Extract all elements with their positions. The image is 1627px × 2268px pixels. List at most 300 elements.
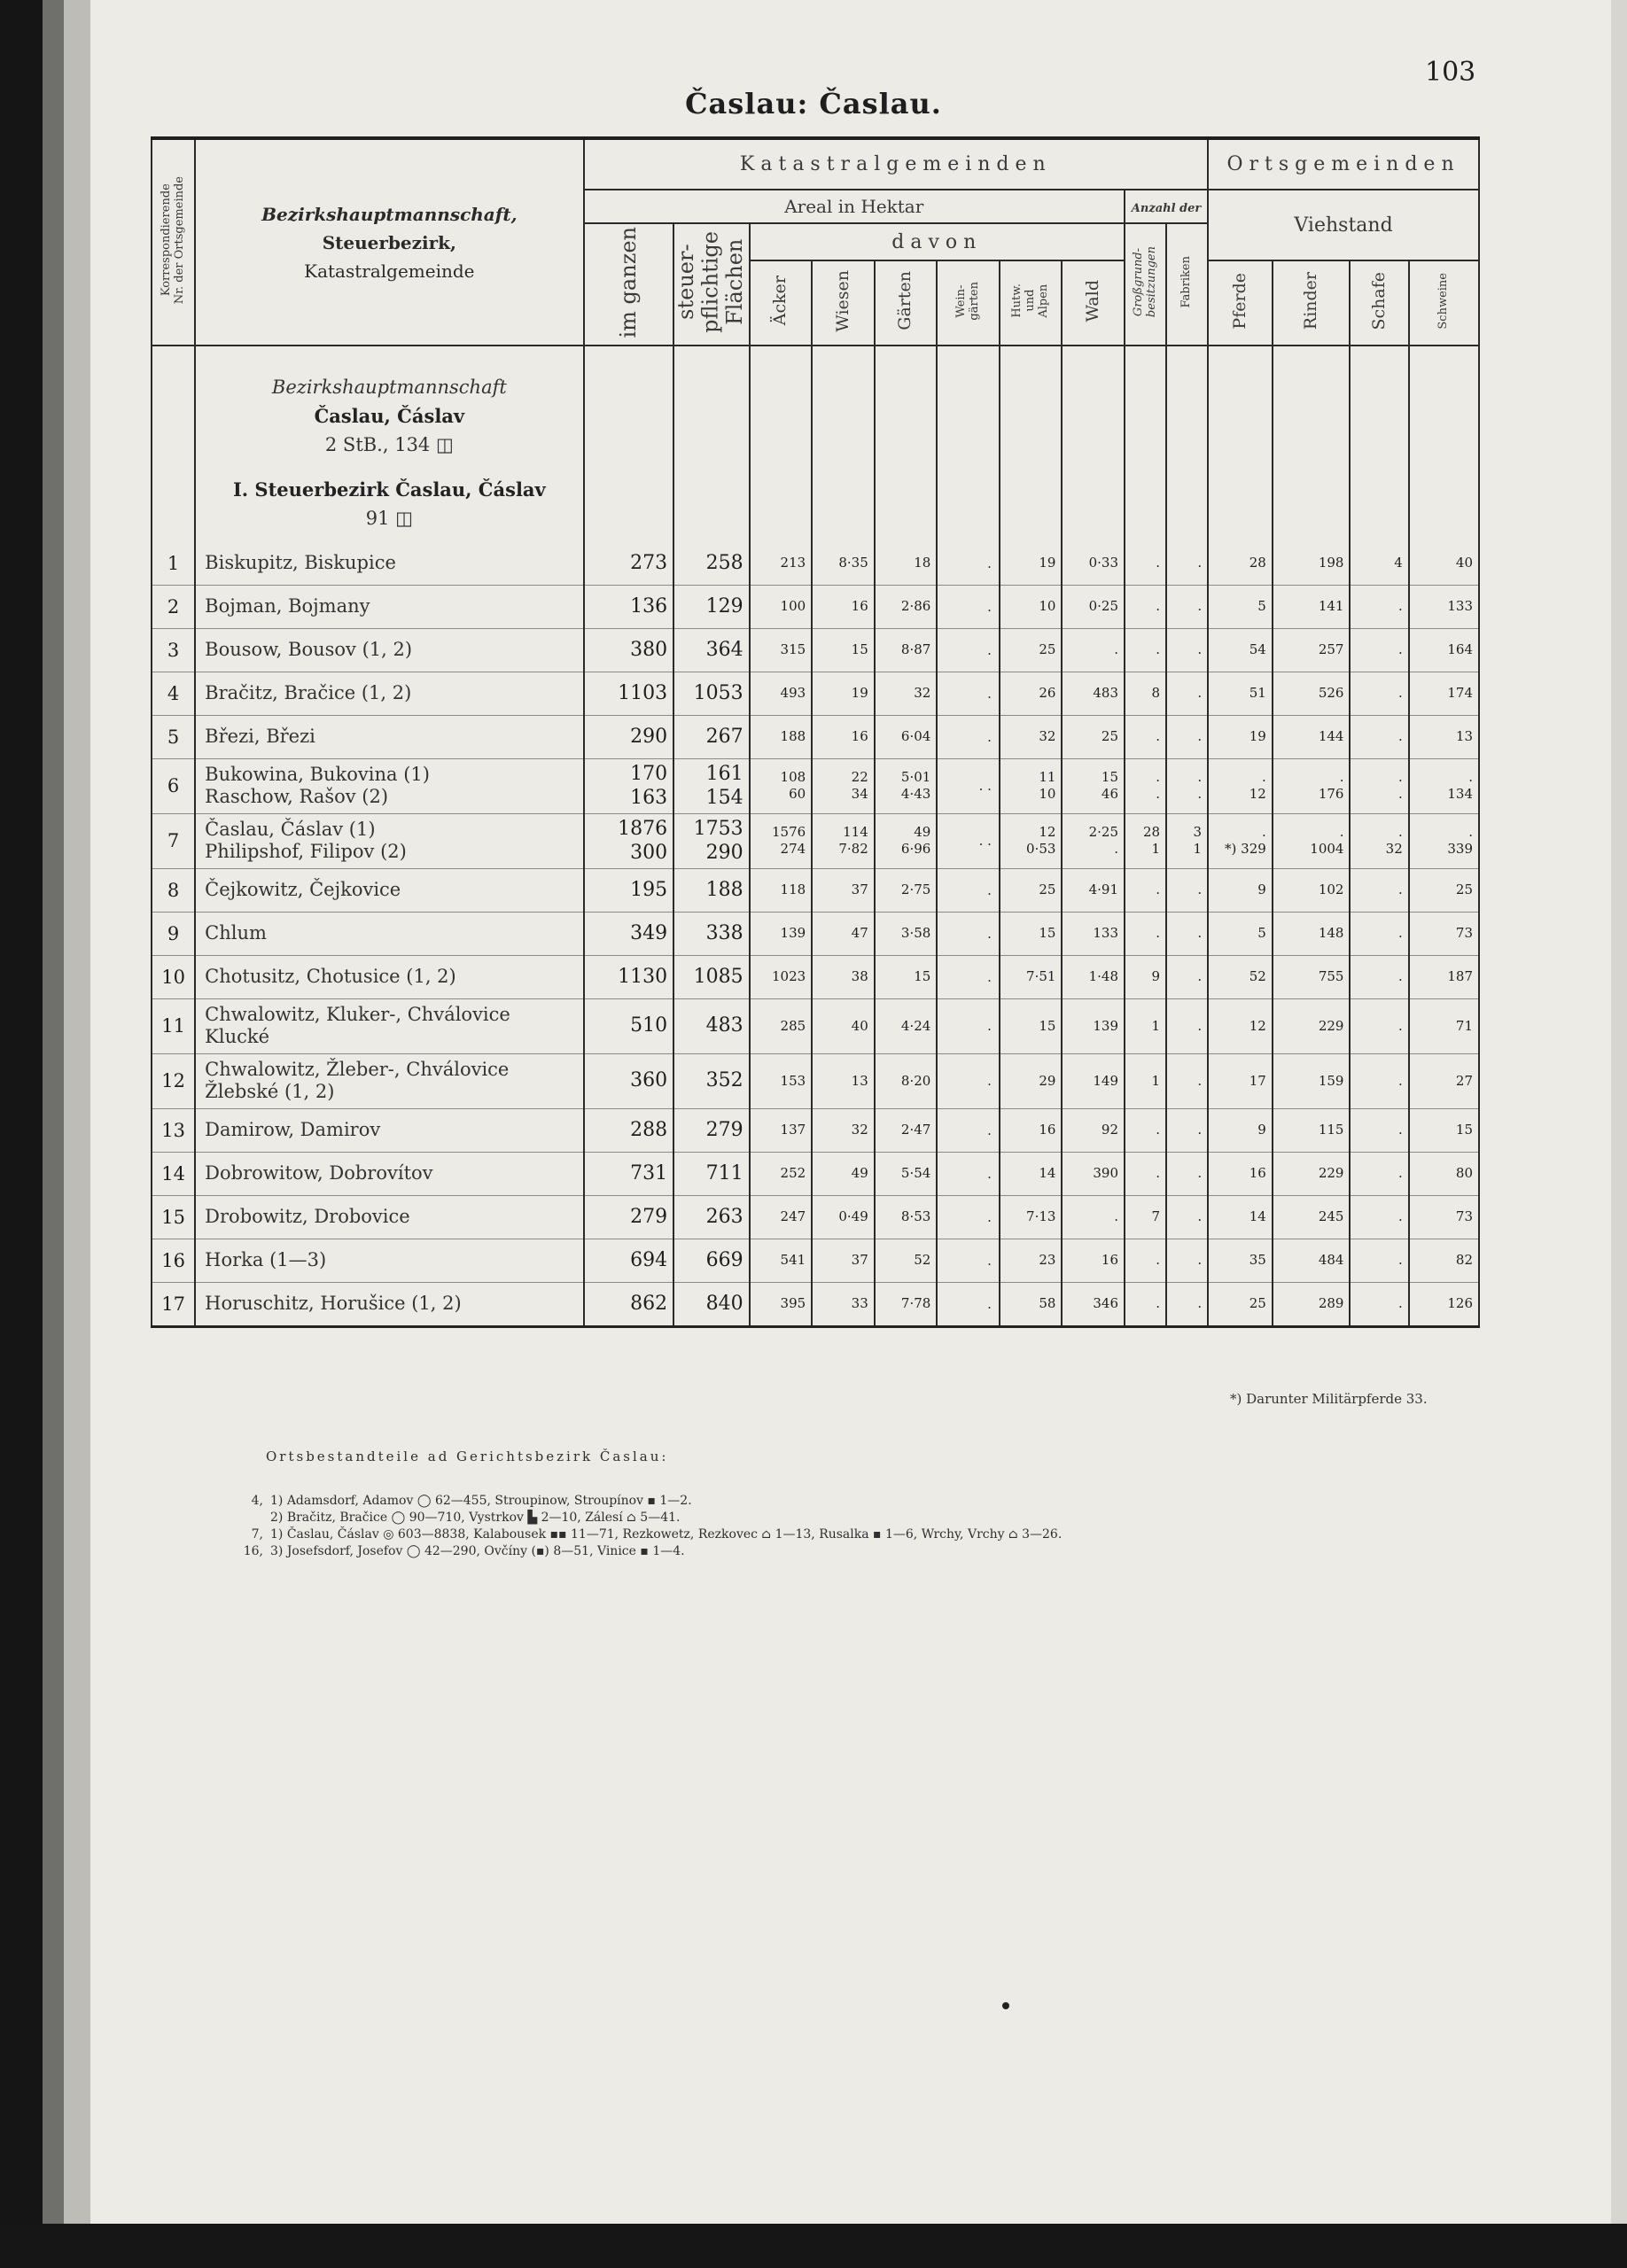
- header-schweine: Schweine: [1409, 260, 1479, 346]
- cell-steuer: 129: [673, 585, 750, 628]
- header-fabriken: Fabriken: [1166, 223, 1208, 346]
- cell-ganz: 510: [584, 998, 674, 1053]
- cell-steuer: 188: [673, 868, 750, 912]
- note-line: [251, 1493, 1506, 1510]
- cell-hutw: 15: [1000, 998, 1063, 1053]
- cell-steuer: 258: [673, 542, 750, 586]
- cell-pferde: 12: [1208, 998, 1273, 1053]
- row-name: Bousow, Bousov (1, 2): [195, 628, 583, 672]
- cell-gross: . .: [1125, 758, 1166, 813]
- cell-steuer: 338: [673, 912, 750, 955]
- header-name: [195, 138, 583, 346]
- cell-pferde: 52: [1208, 955, 1273, 998]
- cell-gross: 7: [1125, 1195, 1166, 1239]
- intro-line1: Bezirkshauptmannschaft: [271, 377, 507, 398]
- cell-wald: 16: [1062, 1239, 1125, 1282]
- scan-edge-right: [1611, 0, 1627, 2268]
- cell-rinder: 144: [1273, 715, 1351, 758]
- intro-line4: I. Steuerbezirk Časlau, Čáslav: [232, 478, 546, 501]
- cell-schafe: .: [1350, 672, 1408, 715]
- cell-schafe: .: [1350, 1239, 1408, 1282]
- cell-wald: 4·91: [1062, 868, 1125, 912]
- cell-fabr: .: [1166, 912, 1208, 955]
- cell-gaerten: 32: [875, 672, 938, 715]
- cell-wiesen: 40: [812, 998, 875, 1053]
- cell-schafe: .: [1350, 912, 1408, 955]
- cell-ganz: 1130: [584, 955, 674, 998]
- row-number: 4: [152, 672, 195, 715]
- cell-wein: .: [937, 585, 1000, 628]
- row-name: Chlum: [195, 912, 583, 955]
- cell-gross: 1: [1125, 1053, 1166, 1108]
- cell-gross: .: [1125, 1152, 1166, 1195]
- header-anzahl: Anzahl der: [1125, 190, 1208, 223]
- cell-aecker: 1023: [750, 955, 813, 998]
- cell-ganz: 195: [584, 868, 674, 912]
- cell-aecker: 285: [750, 998, 813, 1053]
- table-row: [152, 715, 1479, 758]
- ink-speck: [1002, 2002, 1009, 2009]
- cell-wald: 139: [1062, 998, 1125, 1053]
- cell-rinder: 484: [1273, 1239, 1351, 1282]
- cell-ganz: 290: [584, 715, 674, 758]
- cell-wiesen: 13: [812, 1053, 875, 1108]
- header-katastralgemeinden: Katastralgemeinden: [584, 138, 1209, 190]
- cell-schweine: 174: [1409, 672, 1479, 715]
- row-name: Biskupitz, Biskupice: [195, 542, 583, 586]
- table-row: [152, 912, 1479, 955]
- cell-wein: .: [937, 1053, 1000, 1108]
- cell-aecker: 395: [750, 1282, 813, 1326]
- row-number: 3: [152, 628, 195, 672]
- header-name-line1: Bezirkshauptmannschaft,: [261, 203, 518, 225]
- cell-wein: .: [937, 1152, 1000, 1195]
- cell-gaerten: 4·24: [875, 998, 938, 1053]
- cell-wald: 1·48: [1062, 955, 1125, 998]
- cell-schafe: .: [1350, 628, 1408, 672]
- cell-gaerten: 2·47: [875, 1108, 938, 1152]
- cell-gross: .: [1125, 912, 1166, 955]
- cell-wein: .: [937, 1108, 1000, 1152]
- cell-gross: .: [1125, 585, 1166, 628]
- row-number: 2: [152, 585, 195, 628]
- row-number: 16: [152, 1239, 195, 1282]
- cell-aecker: 247: [750, 1195, 813, 1239]
- cell-wein: .: [937, 1282, 1000, 1326]
- cell-schafe: .: [1350, 955, 1408, 998]
- cell-ganz: 694: [584, 1239, 674, 1282]
- cell-wein: . .: [937, 813, 1000, 868]
- cell-rinder: 148: [1273, 912, 1351, 955]
- header-steuerpflichtig: steuer- pflichtige Flächen: [673, 223, 750, 346]
- cell-aecker: 137: [750, 1108, 813, 1152]
- header-areal: Areal in Hektar: [584, 190, 1125, 223]
- table-row: [152, 1053, 1479, 1108]
- cell-schafe: .: [1350, 1282, 1408, 1326]
- cell-hutw: 25: [1000, 868, 1063, 912]
- cell-aecker: 153: [750, 1053, 813, 1108]
- row-number: 7: [152, 813, 195, 868]
- cell-rinder: 257: [1273, 628, 1351, 672]
- cell-rinder: . 1004: [1273, 813, 1351, 868]
- cell-pferde: 54: [1208, 628, 1273, 672]
- cell-steuer: 1085: [673, 955, 750, 998]
- row-number: 8: [152, 868, 195, 912]
- cell-hutw: 23: [1000, 1239, 1063, 1282]
- cell-hutw: 19: [1000, 542, 1063, 586]
- cell-wald: 133: [1062, 912, 1125, 955]
- cell-wiesen: 8·35: [812, 542, 875, 586]
- cell-aecker: 108 60: [750, 758, 813, 813]
- row-name: Horuschitz, Horušice (1, 2): [195, 1282, 583, 1326]
- cell-schafe: 4: [1350, 542, 1408, 586]
- row-number: 10: [152, 955, 195, 998]
- header-pferde: Pferde: [1208, 260, 1273, 346]
- cell-schweine: 71: [1409, 998, 1479, 1053]
- cell-wein: .: [937, 628, 1000, 672]
- cell-steuer: 711: [673, 1152, 750, 1195]
- table-row: [152, 868, 1479, 912]
- cell-fabr: .: [1166, 1108, 1208, 1152]
- cell-gross: .: [1125, 715, 1166, 758]
- intro-cell: [195, 346, 583, 542]
- cell-gaerten: 2·75: [875, 868, 938, 912]
- header-davon: davon: [750, 223, 1125, 260]
- row-name: Horka (1—3): [195, 1239, 583, 1282]
- cell-fabr: .: [1166, 1195, 1208, 1239]
- cell-fabr: .: [1166, 628, 1208, 672]
- running-title: Časlau: Časlau.: [685, 87, 942, 120]
- cell-wald: .: [1062, 1195, 1125, 1239]
- cell-hutw: 10: [1000, 585, 1063, 628]
- row-name: Drobowitz, Drobovice: [195, 1195, 583, 1239]
- cell-pferde: 9: [1208, 868, 1273, 912]
- cell-schweine: 80: [1409, 1152, 1479, 1195]
- cell-schweine: 73: [1409, 912, 1479, 955]
- cell-hutw: 7·13: [1000, 1195, 1063, 1239]
- cell-hutw: 14: [1000, 1152, 1063, 1195]
- cell-gaerten: 6·04: [875, 715, 938, 758]
- cell-ganz: 349: [584, 912, 674, 955]
- cell-gaerten: 5·54: [875, 1152, 938, 1195]
- cell-gaerten: 8·53: [875, 1195, 938, 1239]
- cell-rinder: 755: [1273, 955, 1351, 998]
- cell-aecker: 139: [750, 912, 813, 955]
- cell-aecker: 100: [750, 585, 813, 628]
- table-row: [152, 1239, 1479, 1282]
- cell-fabr: .: [1166, 715, 1208, 758]
- intro-row: [152, 346, 1479, 542]
- row-number: 1: [152, 542, 195, 586]
- header-viehstand: Viehstand: [1208, 190, 1479, 260]
- cell-schweine: 164: [1409, 628, 1479, 672]
- cell-schafe: . .: [1350, 758, 1408, 813]
- row-name: Časlau, Čáslav (1) Philipshof, Filipov (2): [195, 813, 583, 868]
- cell-wiesen: 15: [812, 628, 875, 672]
- cell-schweine: . 339: [1409, 813, 1479, 868]
- cell-wald: 390: [1062, 1152, 1125, 1195]
- row-name: Bojman, Bojmany: [195, 585, 583, 628]
- header-schafe: Schafe: [1350, 260, 1408, 346]
- table-row: [152, 672, 1479, 715]
- cell-wald: 2·25 .: [1062, 813, 1125, 868]
- cell-aecker: 541: [750, 1239, 813, 1282]
- cell-rinder: 245: [1273, 1195, 1351, 1239]
- scan-shadow-left: [43, 0, 64, 2268]
- cell-schafe: .: [1350, 715, 1408, 758]
- table-row: [152, 758, 1479, 813]
- cell-steuer: 1753 290: [673, 813, 750, 868]
- cell-ganz: 279: [584, 1195, 674, 1239]
- cell-steuer: 267: [673, 715, 750, 758]
- cell-schafe: .: [1350, 585, 1408, 628]
- note-line: [251, 1526, 1506, 1543]
- cell-fabr: .: [1166, 585, 1208, 628]
- header-wald: Wald: [1062, 260, 1125, 346]
- cell-aecker: 188: [750, 715, 813, 758]
- cell-wein: .: [937, 542, 1000, 586]
- cell-wiesen: 49: [812, 1152, 875, 1195]
- cell-steuer: 364: [673, 628, 750, 672]
- cell-steuer: 840: [673, 1282, 750, 1326]
- cell-fabr: .: [1166, 1282, 1208, 1326]
- cell-schafe: .: [1350, 1108, 1408, 1152]
- cell-wald: 92: [1062, 1108, 1125, 1152]
- cell-gross: .: [1125, 1282, 1166, 1326]
- cell-wald: 149: [1062, 1053, 1125, 1108]
- cell-rinder: 526: [1273, 672, 1351, 715]
- cell-fabr: .: [1166, 1152, 1208, 1195]
- row-number: 5: [152, 715, 195, 758]
- cell-steuer: 279: [673, 1108, 750, 1152]
- cell-ganz: 360: [584, 1053, 674, 1108]
- cell-schweine: 73: [1409, 1195, 1479, 1239]
- cell-hutw: 11 10: [1000, 758, 1063, 813]
- row-number: 15: [152, 1195, 195, 1239]
- cell-steuer: 1053: [673, 672, 750, 715]
- table-row: [152, 813, 1479, 868]
- row-name: Bukowina, Bukovina (1) Raschow, Rašov (2): [195, 758, 583, 813]
- cell-wald: 25: [1062, 715, 1125, 758]
- header-aecker: Äcker: [750, 260, 813, 346]
- cell-fabr: .: [1166, 1239, 1208, 1282]
- note-line: [266, 1510, 1506, 1526]
- scan-edge-bottom: [0, 2224, 1627, 2268]
- cell-wiesen: 37: [812, 868, 875, 912]
- cell-schafe: .: [1350, 1195, 1408, 1239]
- cell-pferde: 28: [1208, 542, 1273, 586]
- cell-gaerten: 15: [875, 955, 938, 998]
- cell-wein: .: [937, 998, 1000, 1053]
- cell-ganz: 1876 300: [584, 813, 674, 868]
- row-number: 17: [152, 1282, 195, 1326]
- cell-gaerten: 3·58: [875, 912, 938, 955]
- cell-gross: .: [1125, 1108, 1166, 1152]
- cell-schweine: 13: [1409, 715, 1479, 758]
- cell-ganz: 288: [584, 1108, 674, 1152]
- cell-hutw: 7·51: [1000, 955, 1063, 998]
- cell-aecker: 493: [750, 672, 813, 715]
- cell-rinder: 159: [1273, 1053, 1351, 1108]
- cell-wein: .: [937, 1239, 1000, 1282]
- table-row: [152, 585, 1479, 628]
- header-nr: Korrespondierende Nr. der Ortsgemeinde: [152, 138, 195, 346]
- cell-wiesen: 32: [812, 1108, 875, 1152]
- header-hutweiden: Hutw. und Alpen: [1000, 260, 1063, 346]
- cell-schweine: 27: [1409, 1053, 1479, 1108]
- cell-pferde: 35: [1208, 1239, 1273, 1282]
- cell-ganz: 862: [584, 1282, 674, 1326]
- cell-fabr: .: [1166, 1053, 1208, 1108]
- row-number: 12: [152, 1053, 195, 1108]
- cell-rinder: 229: [1273, 1152, 1351, 1195]
- cell-wiesen: 16: [812, 585, 875, 628]
- cell-gross: .: [1125, 542, 1166, 586]
- cell-schweine: 25: [1409, 868, 1479, 912]
- row-name: Dobrowitow, Dobrovítov: [195, 1152, 583, 1195]
- intro-line5: 91 ◫: [365, 508, 413, 530]
- row-number: 14: [152, 1152, 195, 1195]
- header-gaerten: Gärten: [875, 260, 938, 346]
- cell-hutw: 15: [1000, 912, 1063, 955]
- table-row: [152, 1152, 1479, 1195]
- notes-heading: Ortsbestandteile ad Gerichtsbezirk Časlau:: [266, 1449, 669, 1464]
- cell-wein: .: [937, 955, 1000, 998]
- cell-pferde: 5: [1208, 912, 1273, 955]
- cell-gaerten: 2·86: [875, 585, 938, 628]
- table-header: [152, 138, 1479, 346]
- cell-hutw: 29: [1000, 1053, 1063, 1108]
- note-text: 2) Bračitz, Bračice ◯ 90—710, Vystrkov ▙ 2—10, Zálesí ⌂ 5—41.: [270, 1511, 681, 1525]
- cell-hutw: 32: [1000, 715, 1063, 758]
- cell-schweine: 133: [1409, 585, 1479, 628]
- cell-fabr: 3 1: [1166, 813, 1208, 868]
- cell-hutw: 16: [1000, 1108, 1063, 1152]
- cell-wein: .: [937, 912, 1000, 955]
- cell-wald: 15 46: [1062, 758, 1125, 813]
- intro-line3: 2 StB., 134 ◫: [324, 434, 454, 456]
- cell-steuer: 161 154: [673, 758, 750, 813]
- header-name-line2: Steuerbezirk,: [322, 231, 456, 253]
- cell-rinder: 289: [1273, 1282, 1351, 1326]
- note-refs: 4,: [251, 1494, 263, 1508]
- cell-pferde: 17: [1208, 1053, 1273, 1108]
- cell-schafe: . 32: [1350, 813, 1408, 868]
- cell-schafe: .: [1350, 1152, 1408, 1195]
- cell-pferde: 51: [1208, 672, 1273, 715]
- cell-wiesen: 47: [812, 912, 875, 955]
- cell-gross: .: [1125, 628, 1166, 672]
- cell-ganz: 1103: [584, 672, 674, 715]
- table-row: [152, 628, 1479, 672]
- cell-fabr: .: [1166, 998, 1208, 1053]
- cell-rinder: 229: [1273, 998, 1351, 1053]
- cell-wiesen: 114 7·82: [812, 813, 875, 868]
- cell-ganz: 136: [584, 585, 674, 628]
- cell-wald: 0·25: [1062, 585, 1125, 628]
- cell-pferde: 19: [1208, 715, 1273, 758]
- row-name: Čejkowitz, Čejkovice: [195, 868, 583, 912]
- header-rinder: Rinder: [1273, 260, 1351, 346]
- cell-aecker: 1576 274: [750, 813, 813, 868]
- cell-pferde: 25: [1208, 1282, 1273, 1326]
- cell-fabr: .: [1166, 955, 1208, 998]
- header-grossgrund: Großgrund- besitzungen: [1125, 223, 1166, 346]
- cell-schweine: 126: [1409, 1282, 1479, 1326]
- cell-rinder: 102: [1273, 868, 1351, 912]
- cell-steuer: 669: [673, 1239, 750, 1282]
- cell-gaerten: 8·20: [875, 1053, 938, 1108]
- cell-rinder: 198: [1273, 542, 1351, 586]
- cell-gross: .: [1125, 1239, 1166, 1282]
- note-refs: 16,: [243, 1544, 263, 1558]
- note-line: [243, 1543, 1506, 1560]
- cell-steuer: 263: [673, 1195, 750, 1239]
- cell-schafe: .: [1350, 868, 1408, 912]
- cell-gaerten: 5·01 4·43: [875, 758, 938, 813]
- cell-wiesen: 33: [812, 1282, 875, 1326]
- cell-ganz: 731: [584, 1152, 674, 1195]
- cell-gross: 8: [1125, 672, 1166, 715]
- cell-hutw: 26: [1000, 672, 1063, 715]
- header-weingaerten: Wein- gärten: [937, 260, 1000, 346]
- cell-rinder: . 176: [1273, 758, 1351, 813]
- note-text: 3) Josefsdorf, Josefov ◯ 42—290, Ovčíny (▪) 8—51, Vinice ▪ 1—4.: [270, 1544, 685, 1558]
- cell-wein: .: [937, 868, 1000, 912]
- cell-schweine: 82: [1409, 1239, 1479, 1282]
- cell-fabr: .: [1166, 672, 1208, 715]
- header-wiesen: Wiesen: [812, 260, 875, 346]
- cell-wein: .: [937, 672, 1000, 715]
- cell-wald: .: [1062, 628, 1125, 672]
- table-row: [152, 1195, 1479, 1239]
- header-ortsgemeinden: Ortsgemeinden: [1208, 138, 1479, 190]
- row-number: 11: [152, 998, 195, 1053]
- cell-pferde: 9: [1208, 1108, 1273, 1152]
- cell-schweine: . 134: [1409, 758, 1479, 813]
- cell-schweine: 15: [1409, 1108, 1479, 1152]
- cell-schafe: .: [1350, 998, 1408, 1053]
- cell-ganz: 170 163: [584, 758, 674, 813]
- cell-gaerten: 8·87: [875, 628, 938, 672]
- cell-gross: 1: [1125, 998, 1166, 1053]
- cell-ganz: 273: [584, 542, 674, 586]
- note-refs: [204, 1510, 270, 1526]
- statistics-table: [151, 136, 1480, 1328]
- row-name: Chwalowitz, Kluker-, Chválovice Klucké: [195, 998, 583, 1053]
- header-im-ganzen: im ganzen: [584, 223, 674, 346]
- cell-fabr: .: [1166, 868, 1208, 912]
- row-number: 6: [152, 758, 195, 813]
- table-row: [152, 1282, 1479, 1326]
- cell-wiesen: 38: [812, 955, 875, 998]
- cell-steuer: 352: [673, 1053, 750, 1108]
- cell-aecker: 252: [750, 1152, 813, 1195]
- notes-lines: [243, 1493, 1506, 1560]
- cell-wein: .: [937, 1195, 1000, 1239]
- cell-gross: 9: [1125, 955, 1166, 998]
- cell-gaerten: 18: [875, 542, 938, 586]
- row-name: Bračitz, Bračice (1, 2): [195, 672, 583, 715]
- cell-hutw: 58: [1000, 1282, 1063, 1326]
- cell-schafe: .: [1350, 1053, 1408, 1108]
- footnote-militaerpferde: *) Darunter Militärpferde 33.: [1230, 1391, 1428, 1407]
- scan-edge-left: [0, 0, 43, 2268]
- cell-rinder: 115: [1273, 1108, 1351, 1152]
- row-name: Damirow, Damirov: [195, 1108, 583, 1152]
- cell-aecker: 213: [750, 542, 813, 586]
- cell-aecker: 315: [750, 628, 813, 672]
